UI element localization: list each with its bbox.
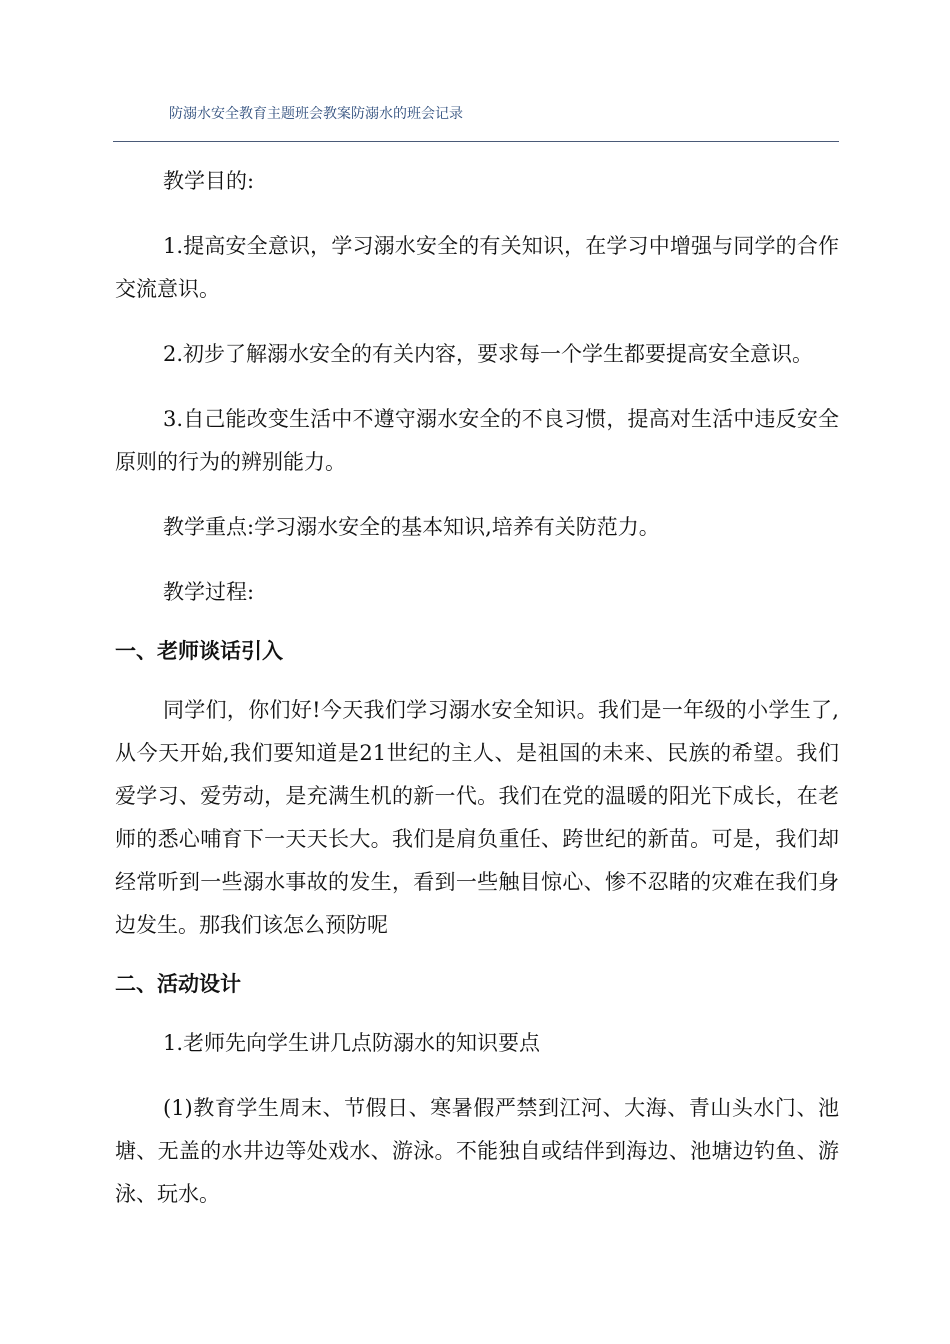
spacer (115, 614, 839, 630)
section-2-title: 二、活动设计 (115, 972, 241, 996)
spacer (115, 484, 839, 506)
activity-1-item-1: (1)教育学生周末、节假日、寒暑假严禁到江河、大海、青山头水门、池塘、无盖的水井边等处戏水、游泳。不能独自或结伴到海边、池塘边钓鱼、游泳、玩水。 (115, 1096, 839, 1206)
section-1-text: 同学们，你们好!今天我们学习溺水安全知识。我们是一年级的小学生了,从今天开始,我们要知道是21世纪的主人、是祖国的未来、民族的希望。我们爱学习、爱劳动，是充满生机的新一代。我们在党的温暖的阳光下成长，在老师的悉心哺育下一天天长大。我们是肩负重任、跨世纪的新苗。可是，我们却经常听到一些溺水事故的发生，看到一些触目惊心、惨不忍睹的灾难在我们身边发生。那我们该怎么预防呢 (115, 698, 839, 937)
spacer (115, 311, 839, 333)
spacer (115, 203, 839, 225)
key-point: 教学重点:学习溺水安全的基本知识,培养有关防范力。 (163, 515, 660, 539)
spacer (115, 947, 839, 963)
process-heading: 教学过程: (163, 580, 255, 604)
document-body (115, 160, 839, 1216)
spacer (115, 376, 839, 398)
activity-1: 1.老师先向学生讲几点防溺水的知识要点 (163, 1031, 541, 1055)
running-header: 防溺水安全教育主题班会教案防溺水的班会记录 (169, 106, 463, 122)
objective-1: 1.提高安全意识，学习溺水安全的有关知识，在学习中增强与同学的合作交流意识。 (115, 234, 839, 301)
objective-2: 2.初步了解溺水安全的有关内容，要求每一个学生都要提高安全意识。 (163, 342, 814, 366)
spacer (115, 673, 839, 689)
header-divider (113, 141, 839, 142)
spacer (115, 1065, 839, 1087)
section-1-title: 一、老师谈话引入 (115, 639, 283, 663)
objective-3: 3.自己能改变生活中不遵守溺水安全的不良习惯，提高对生活中违反安全原则的行为的辨别能力。 (115, 407, 839, 474)
spacer (115, 549, 839, 571)
spacer (115, 1006, 839, 1022)
objectives-heading: 教学目的: (163, 169, 255, 193)
